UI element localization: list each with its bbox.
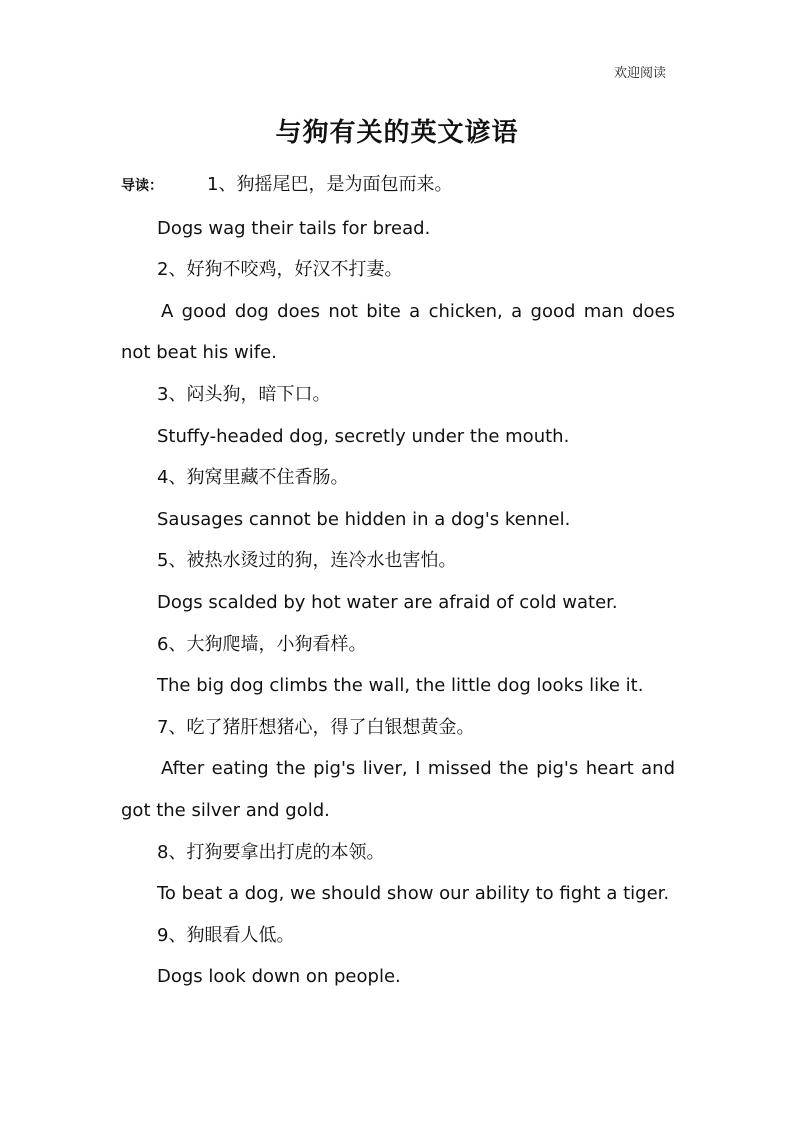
proverb-5-chinese: 5、被热水烫过的狗，连冷水也害怕。 [157, 550, 457, 572]
proverb-7-english: After eating the pig's liver, I missed the pig's heart and got the silver and gold. [121, 758, 675, 821]
proverb-7-chinese: 7、吃了猪肝想猪心，得了白银想黄金。 [157, 716, 475, 738]
proverb-6-english: The big dog climbs the wall, the little dog looks like it. [157, 675, 644, 697]
header-note: 欢迎阅读 [613, 66, 666, 81]
proverb-2-chinese: 2、好狗不咬鸡，好汉不打妻。 [157, 259, 403, 281]
proverb-8-chinese: 8、打狗要拿出打虎的本领。 [157, 841, 385, 863]
proverb-4-english: Sausages cannot be hidden in a dog's kennel. [157, 508, 571, 530]
proverb-4-chinese: 4、狗窝里藏不住香肠。 [157, 467, 349, 489]
proverb-5-english: Dogs scalded by hot water are afraid of cold water. [157, 591, 618, 613]
lead-paragraph [121, 164, 675, 208]
document-body [121, 164, 675, 998]
proverb-3-english: Stuffy-headed dog, secretly under the mouth. [157, 425, 570, 447]
lead-label: 导读： [121, 178, 163, 194]
document-title: 与狗有关的英文谚语 [275, 118, 519, 148]
proverb-9-english: Dogs look down on people. [157, 966, 401, 988]
proverb-1-chinese: 1、狗摇尾巴，是为面包而来。 [207, 174, 453, 195]
proverb-9-chinese: 9、狗眼看人低。 [157, 924, 295, 946]
proverb-6-chinese: 6、大狗爬墙，小狗看样。 [157, 633, 367, 655]
proverb-1-english: Dogs wag their tails for bread. [157, 217, 431, 239]
proverb-3-chinese: 3、闷头狗，暗下口。 [157, 383, 331, 405]
proverb-2-english: A good dog does not bite a chicken, a good man does not beat his wife. [121, 300, 675, 364]
proverb-8-english: To beat a dog, we should show our ability to fight a tiger. [157, 883, 670, 905]
